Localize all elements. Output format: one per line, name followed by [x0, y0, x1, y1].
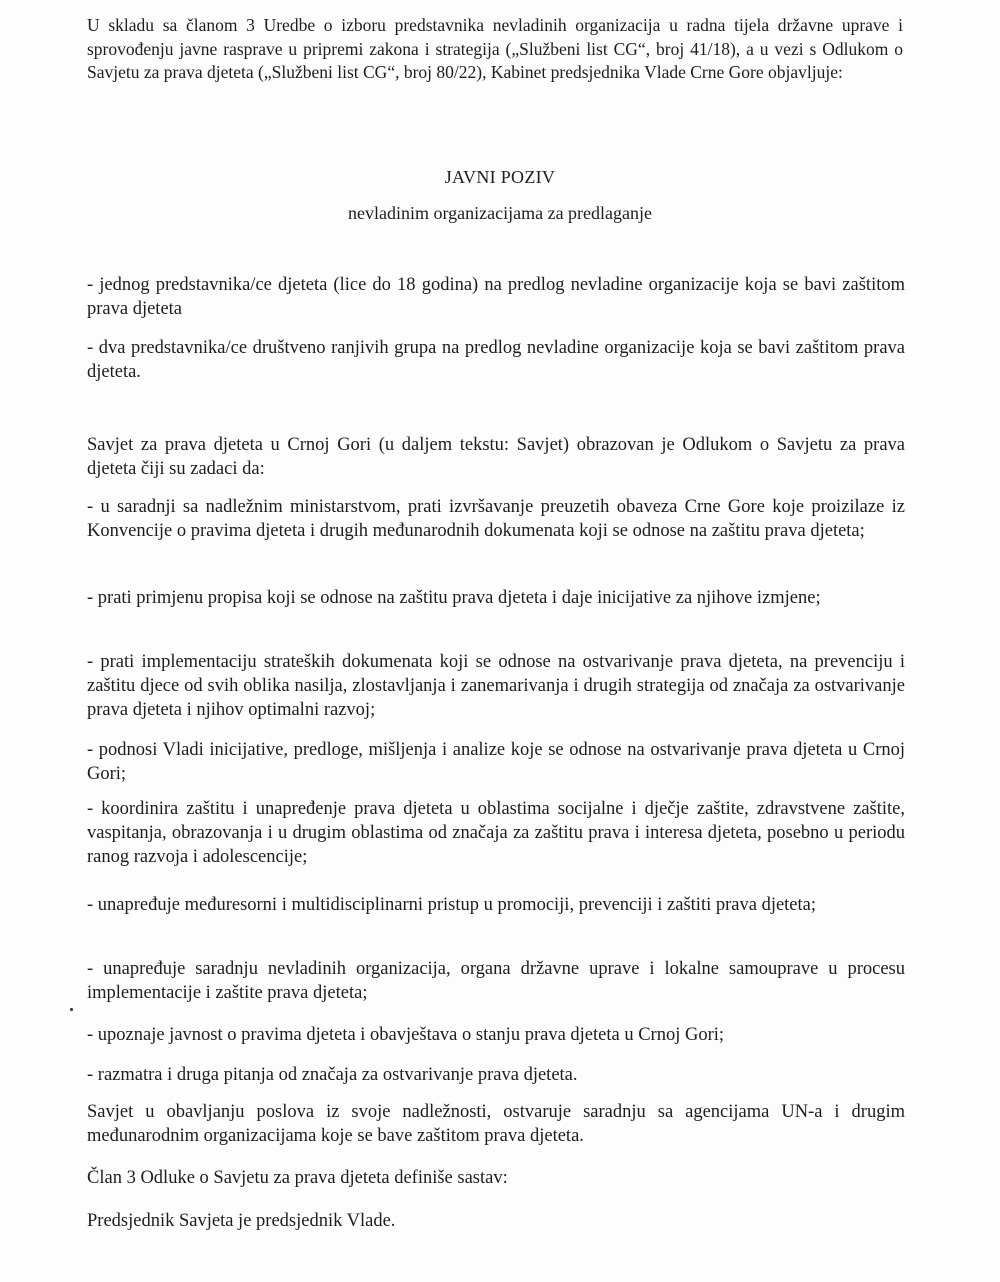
call-item: - dva predstavnika/ce društveno ranjivih grupa na predlog nevladine organizacije koja se bavi zaštitom prava djeteta.: [87, 338, 905, 382]
task-item: - prati implementaciju strateških dokumenata koji se odnose na ostvarivanje prava djeteta, na prevenciju i zaštitu djece od svih oblika nasilja, zlostavljanja i zanemarivanja i drugih strategija od značaja za ostvarivanje prava djeteta i njihov optimalni razvoj;: [87, 652, 905, 720]
task-item: - u saradnji sa nadležnim ministarstvom, prati izvršavanje preuzetih obaveza Crne Gore koje proizilaze iz Konvencije o pravima djeteta i drugih međunarodnih dokumenata koji se odnose na zaštitu prava djeteta;: [87, 497, 905, 541]
task-item: - unapređuje saradnju nevladinih organizacija, organa državne uprave i lokalne samouprave u procesu implementacije i zaštite prava djeteta;: [87, 959, 905, 1003]
task-item: - prati primjenu propisa koji se odnose na zaštitu prava djeteta i daje inicijative za njihove izmjene;: [87, 588, 821, 608]
president-statement: Predsjednik Savjeta je predsjednik Vlade.: [87, 1211, 396, 1231]
document-subtitle: nevladinim organizacijama za predlaganje: [347, 203, 653, 223]
document-title: JAVNI POZIV: [444, 167, 556, 187]
scan-speck: [70, 1008, 73, 1011]
call-item: - jednog predstavnika/ce djeteta (lice do 18 godina) na predlog nevladine organizacije koja se bavi zaštitom prava djeteta: [87, 275, 905, 319]
task-item: - podnosi Vladi inicijative, predloge, mišljenja i analize koje se odnose na ostvarivanje prava djeteta u Crnoj Gori;: [87, 740, 905, 784]
task-item: - unapređuje međuresorni i multidisciplinarni pristup u promociji, prevenciji i zaštiti prava djeteta;: [87, 895, 817, 915]
task-item: - upoznaje javnost o pravima djeteta i obavještava o stanju prava djeteta u Crnoj Gori;: [87, 1025, 725, 1045]
cooperation-paragraph: Savjet u obavljanju poslova iz svoje nadležnosti, ostvaruje saradnju sa agencijama UN-a i drugim međunarodnim organizacijama koje se bave zaštitom prava djeteta.: [87, 1102, 905, 1146]
council-intro-paragraph: Savjet za prava djeteta u Crnoj Gori (u daljem tekstu: Savjet) obrazovan je Odlukom o Savjetu za prava djeteta čiji su zadaci da:: [87, 435, 905, 479]
task-item: - koordinira zaštitu i unapređenje prava djeteta u oblastima socijalne i dječje zaštite, zdravstvene zaštite, vaspitanja, obrazovanja i u drugim oblastima od značaja za zaštitu prava i interesa djeteta, posebno u periodu ranog razvoja i adolescencije;: [87, 799, 905, 867]
intro-paragraph: U skladu sa članom 3 Uredbe o izboru predstavnika nevladinih organizacija u radna tijela državne uprave i sprovođenju javne rasprave u pripremi zakona i strategija („Službeni list CG“, broj 41/18), a u vezi s Odlukom o Savjetu za prava djeteta („Službeni list CG“, broj 80/22), Kabinet predsjednika Vlade Crne Gore objavljuje:: [87, 15, 903, 82]
task-item: - razmatra i druga pitanja od značaja za ostvarivanje prava djeteta.: [87, 1065, 578, 1085]
composition-intro: Član 3 Odluke o Savjetu za prava djeteta definiše sastav:: [87, 1168, 508, 1188]
